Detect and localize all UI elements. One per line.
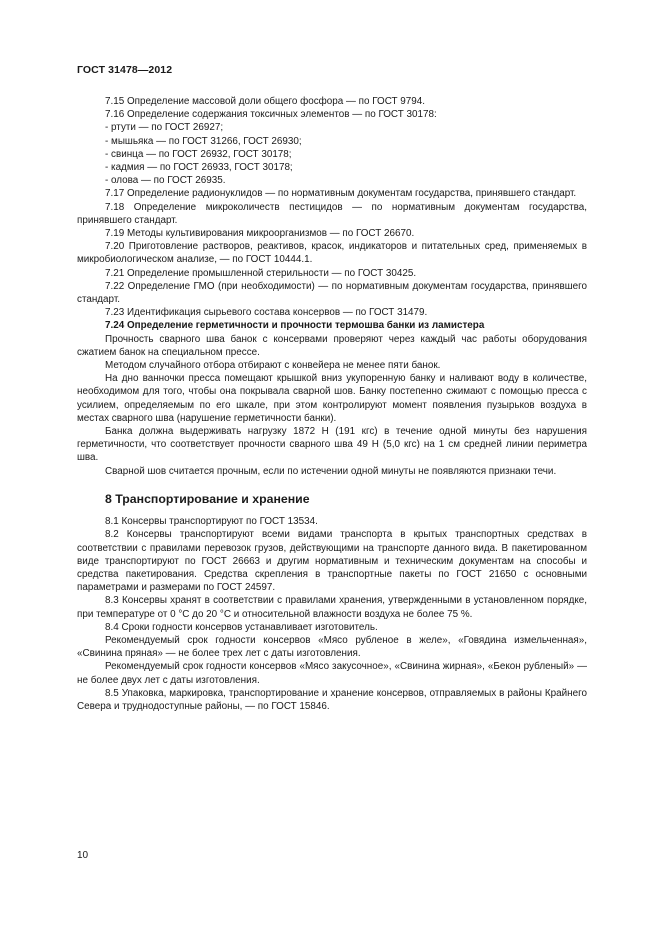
page-number: 10 <box>77 850 89 861</box>
clause-7-21: 7.21 Определение промышленной стерильности — по ГОСТ 30425. <box>105 267 417 279</box>
paragraph: Сварной шов считается прочным, если по истечении одной минуты не появляются признаки течи. <box>105 465 557 477</box>
list-item: - кадмия — по ГОСТ 26933, ГОСТ 30178; <box>105 162 293 174</box>
clause-8-2: 8.2 Консервы транспортируют всеми видами транспорта в крытых транспортных средствах в соответствии с правилами перевозок грузов, действующими на транспорте данного вида. В пакетированном виде транспортируют по ГОСТ 26663 и другим нормативным и техническим документам на способы и средства пакетирования. Средства скрепления в транспортные пакеты по ГОСТ 21650 с основными параметрами и размерами по ГОСТ 24597. <box>77 529 587 594</box>
clause-7-16: 7.16 Определение содержания токсичных элементов — по ГОСТ 30178: <box>105 109 437 121</box>
list-item: - ртути — по ГОСТ 26927; <box>105 122 224 134</box>
list-item: - олова — по ГОСТ 26935. <box>105 175 226 187</box>
paragraph: Рекомендуемый срок годности консервов «Мясо закусочное», «Свинина жирная», «Бекон рубленый» — не более двух лет с даты изготовления. <box>77 661 587 686</box>
clause-8-4: 8.4 Сроки годности консервов устанавливает изготовитель. <box>105 621 378 633</box>
document-header: ГОСТ 31478—2012 <box>77 64 173 76</box>
section-heading: 8 Транспортирование и хранение <box>105 491 310 506</box>
paragraph: На дно ванночки пресса помещают крышкой вниз укупоренную банку и наливают воду в количестве, необходимом для того, чтобы она покрывала сварной шов. Банку постепенно сжимают с помощью пресса с усилием, определяемым по его шкале, при этом контролируют момент появления пузырьков воздуха в местах сварного шва (нарушение герметичности банки). <box>77 373 587 424</box>
clause-8-3: 8.3 Консервы хранят в соответствии с правилами хранения, утвержденными в установленном порядке, при температуре от 0 °С до 20 °С и относительной влажности воздуха не более 75 %. <box>77 595 587 620</box>
list-item: - свинца — по ГОСТ 26932, ГОСТ 30178; <box>105 148 292 160</box>
paragraph: Прочность сварного шва банок с консервами проверяют через каждый час работы оборудования сжатием банок на специальном прессе. <box>77 333 587 358</box>
paragraph: Методом случайного отбора отбирают с конвейера не менее пяти банок. <box>105 360 441 372</box>
clause-8-5: 8.5 Упаковка, маркировка, транспортирование и хранение консервов, отправляемых в районы Крайнего Севера и труднодоступные районы, — по ГОСТ 15846. <box>77 687 587 712</box>
clause-7-20: 7.20 Приготовление растворов, реактивов, красок, индикаторов и питательных сред, применяемых в микробиологическом анализе, — по ГОСТ 10444.1. <box>77 241 587 266</box>
document-body <box>77 95 587 713</box>
clause-7-18: 7.18 Определение микроколичеств пестицидов — по нормативным документам государства, принявшего стандарт. <box>77 201 587 226</box>
clause-7-17: 7.17 Определение радионуклидов — по нормативным документам государства, принявшего стандарт. <box>105 188 577 200</box>
clause-8-1: 8.1 Консервы транспортируют по ГОСТ 13534. <box>105 516 318 528</box>
clause-7-22: 7.22 Определение ГМО (при необходимости) — по нормативным документам государства, принявшего стандарт. <box>77 280 587 306</box>
paragraph: Рекомендуемый срок годности консервов «Мясо рубленое в желе», «Говядина измельченная», «Свинина пряная» — не более трех лет с даты изготовления. <box>77 634 587 660</box>
clause-7-15: 7.15 Определение массовой доли общего фосфора — по ГОСТ 9794. <box>105 96 425 107</box>
list-item: - мышьяка — по ГОСТ 31266, ГОСТ 26930; <box>105 135 302 147</box>
clause-7-19: 7.19 Методы культивирования микроорганизмов — по ГОСТ 26670. <box>105 228 415 240</box>
clause-7-23: 7.23 Идентификация сырьевого состава консервов — по ГОСТ 31479. <box>105 307 428 319</box>
clause-7-24-heading: 7.24 Определение герметичности и прочности термошва банки из ламистера <box>105 320 485 332</box>
paragraph: Банка должна выдерживать нагрузку 1872 Н (191 кгс) в течение одной минуты без нарушения герметичности, что соответствует прочности сварного шва 49 Н (5,0 кгс) на 1 см средней линии периметра шва. <box>77 426 587 464</box>
